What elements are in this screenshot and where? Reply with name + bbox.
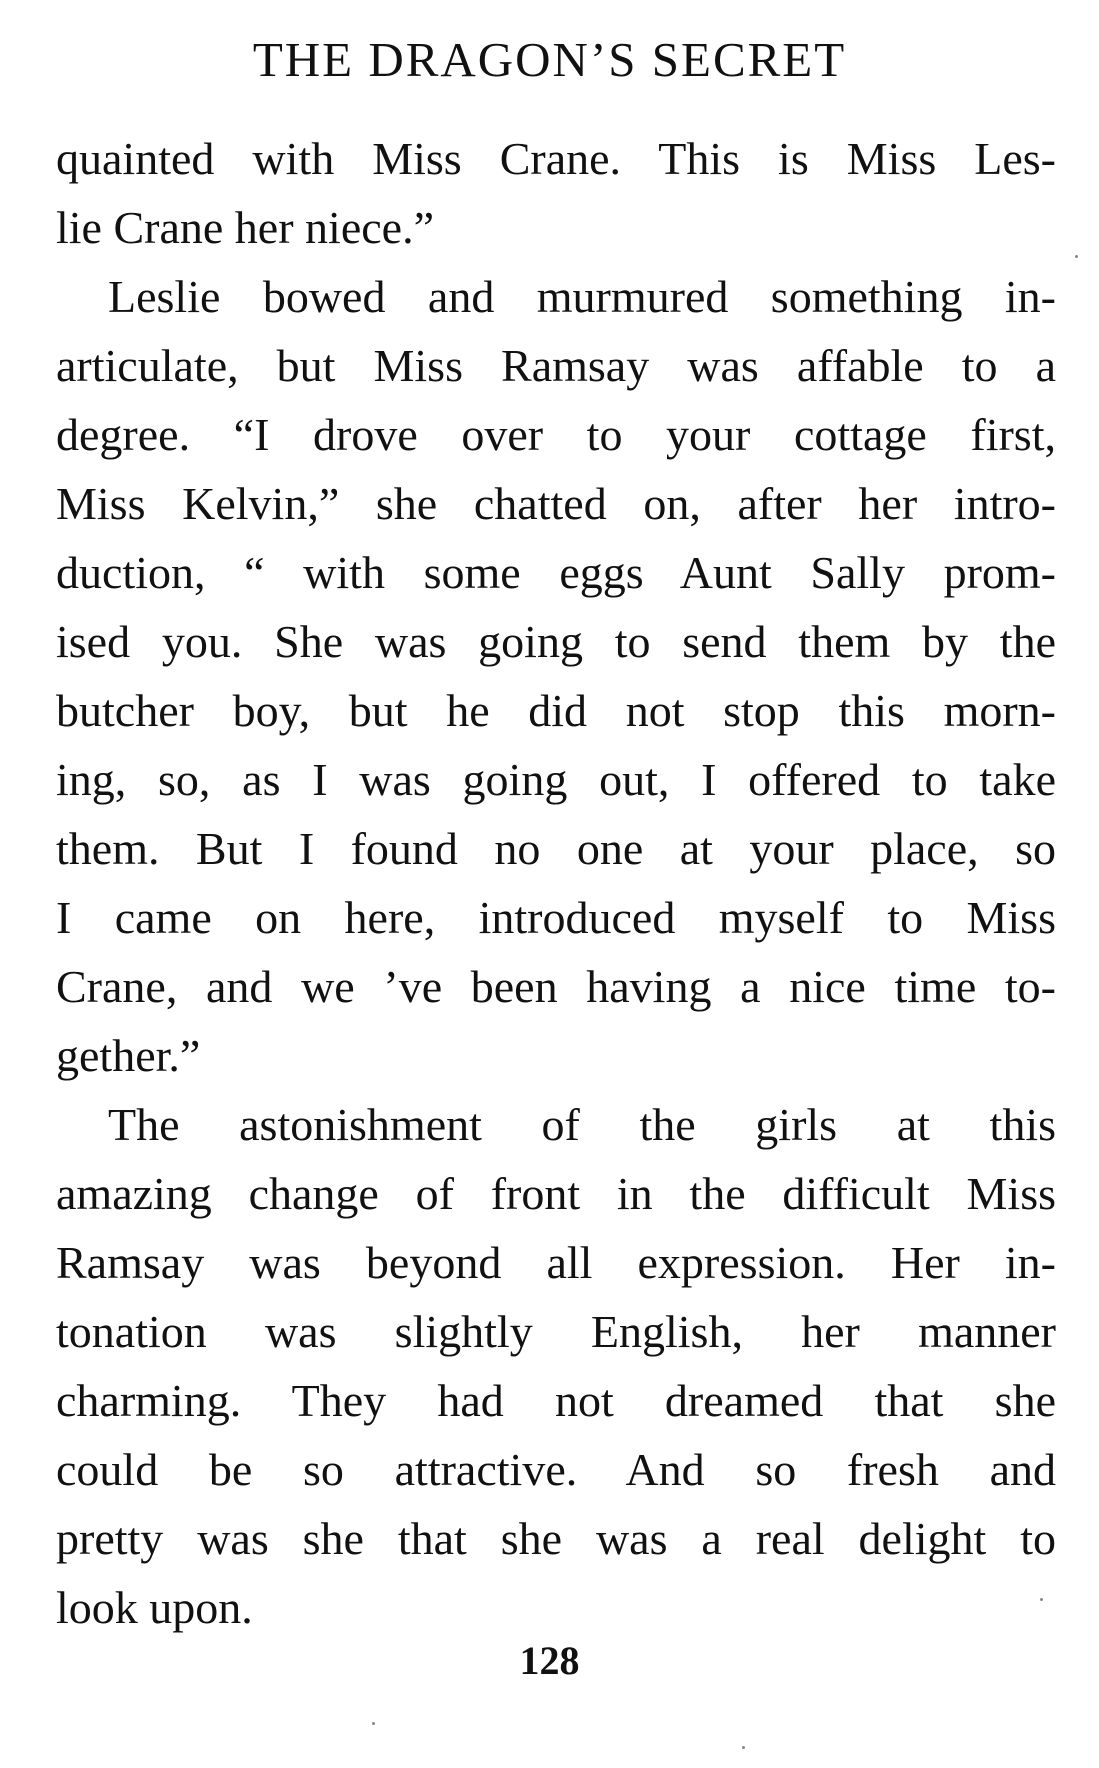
scan-speck (742, 1746, 745, 1749)
text-line: gether.” (56, 1030, 201, 1081)
page-number: 128 (519, 1638, 580, 1683)
running-head-title: THE DRAGON’S SECRET (252, 32, 847, 87)
text-line: ised you. She was going to send them by the (56, 616, 1056, 667)
text-line: pretty was she that she was a real delight to (56, 1513, 1056, 1564)
text-line: tonation was slightly English, her manner (56, 1306, 1056, 1357)
text-line: lie Crane her niece.” (56, 202, 434, 253)
text-line: quainted with Miss Crane. This is Miss Les- (56, 133, 1056, 184)
text-line: I came on here, introduced myself to Miss (56, 892, 1056, 943)
text-line: Ramsay was beyond all expression. Her in- (56, 1237, 1056, 1288)
text-line: amazing change of front in the difficult Miss (56, 1168, 1056, 1219)
text-line: charming. They had not dreamed that she (56, 1375, 1056, 1426)
scan-speck (372, 1722, 375, 1725)
scan-speck (1040, 1598, 1043, 1601)
text-line: Leslie bowed and murmured something in- (108, 271, 1056, 322)
text-line: could be so attractive. And so fresh and (56, 1444, 1056, 1495)
text-line: ing, so, as I was going out, I offered to take (56, 754, 1056, 805)
text-line: Miss Kelvin,” she chatted on, after her intro- (56, 478, 1056, 529)
scan-speck (1075, 255, 1078, 258)
text-line: them. But I found no one at your place, so (56, 823, 1056, 874)
text-line: articulate, but Miss Ramsay was affable to a (56, 340, 1056, 391)
text-line: look upon. (56, 1582, 253, 1633)
text-line: The astonishment of the girls at this (108, 1099, 1056, 1150)
text-line: degree. “I drove over to your cottage first, (56, 409, 1056, 460)
text-line: butcher boy, but he did not stop this morn- (56, 685, 1056, 736)
text-line: Crane, and we ’ve been having a nice time to- (56, 961, 1056, 1012)
text-line: duction, “ with some eggs Aunt Sally prom- (56, 547, 1056, 598)
body-text (56, 124, 1056, 1642)
